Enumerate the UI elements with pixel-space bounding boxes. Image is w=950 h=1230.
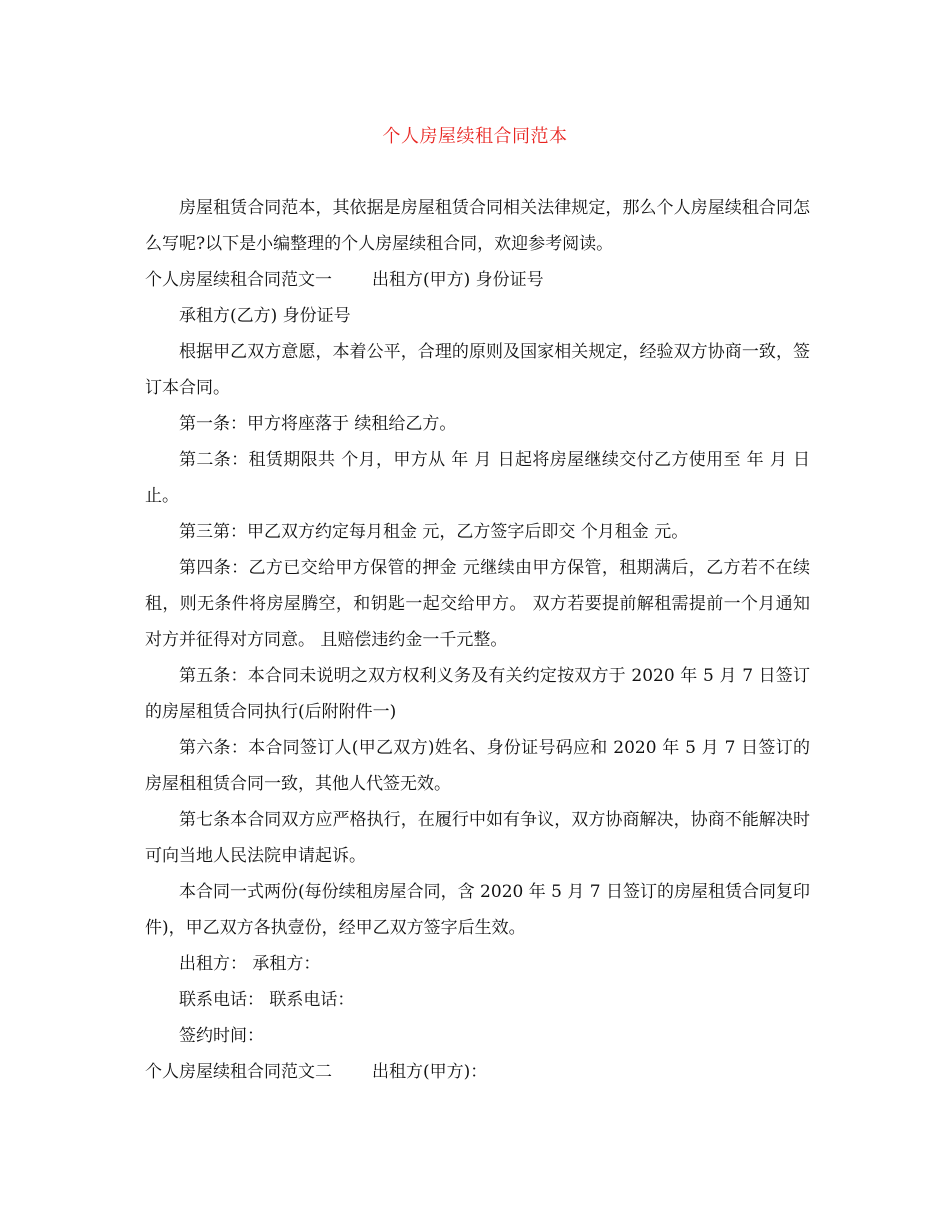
copies-paragraph: 本合同一式两份(每份续租房屋合同，含 2020 年 5 月 7 日签订的房屋租赁合同复印件)，甲乙双方各执壹份，经甲乙双方签字后生效。 xyxy=(145,882,810,938)
clause-5: 第五条：本合同未说明之双方权利义务及有关约定按双方于 2020 年 5 月 7 日签订的房屋租赁合同执行(后附附件一) xyxy=(145,666,810,722)
sample1-heading: 个人房屋续租合同范文一 xyxy=(145,270,332,290)
document-title: 个人房屋续租合同范本 xyxy=(382,126,568,147)
sign-date-line: 签约时间： xyxy=(179,1026,264,1046)
clause-4: 第四条：乙方已交给甲方保管的押金 元继续由甲方保管，租期满后，乙方若不在续租，则无条件将房屋腾空，和钥匙一起交给甲方。 双方若要提前解租需提前一个月通知对方并征得对方同意。 且赔偿违约金一千元整。 xyxy=(145,558,810,650)
intro-paragraph: 房屋租赁合同范本，其依据是房屋租赁合同相关法律规定，那么个人房屋续租合同怎么写呢?以下是小编整理的个人房屋续租合同，欢迎参考阅读。 xyxy=(145,198,810,254)
sample2-heading-line xyxy=(145,1054,810,1090)
clause-7: 第七条本合同双方应严格执行，在履行中如有争议，双方协商解决，协商不能解决时可向当地人民法院申请起诉。 xyxy=(145,810,810,866)
sample1-lessor-line: 出租方(甲方) 身份证号 xyxy=(372,270,544,290)
clause-1: 第一条：甲方将座落于 续租给乙方。 xyxy=(179,414,457,434)
sample2-heading: 个人房屋续租合同范文二 xyxy=(145,1062,332,1082)
sample1-heading-line xyxy=(145,262,810,298)
sample1-preamble: 根据甲乙双方意愿，本着公平，合理的原则及国家相关规定，经验双方协商一致，签订本合同。 xyxy=(145,342,810,398)
sample1-lessee-line: 承租方(乙方) 身份证号 xyxy=(179,306,351,326)
sample2-lessor-line: 出租方(甲方)： xyxy=(372,1062,488,1082)
clause-6: 第六条：本合同签订人(甲乙双方)姓名、身份证号码应和 2020 年 5 月 7 日签订的房屋租租赁合同一致，其他人代签无效。 xyxy=(145,738,810,794)
sign-phones-line: 联系电话： 联系电话： xyxy=(179,990,355,1010)
document-body xyxy=(145,190,810,1090)
clause-3: 第三第：甲乙双方约定每月租金 元，乙方签字后即交 个月租金 元。 xyxy=(179,522,689,542)
sign-parties-line: 出租方： 承租方： xyxy=(179,954,321,974)
clause-2: 第二条：租赁期限共 个月，甲方从 年 月 日起将房屋继续交付乙方使用至 年 月 日止。 xyxy=(145,450,810,506)
